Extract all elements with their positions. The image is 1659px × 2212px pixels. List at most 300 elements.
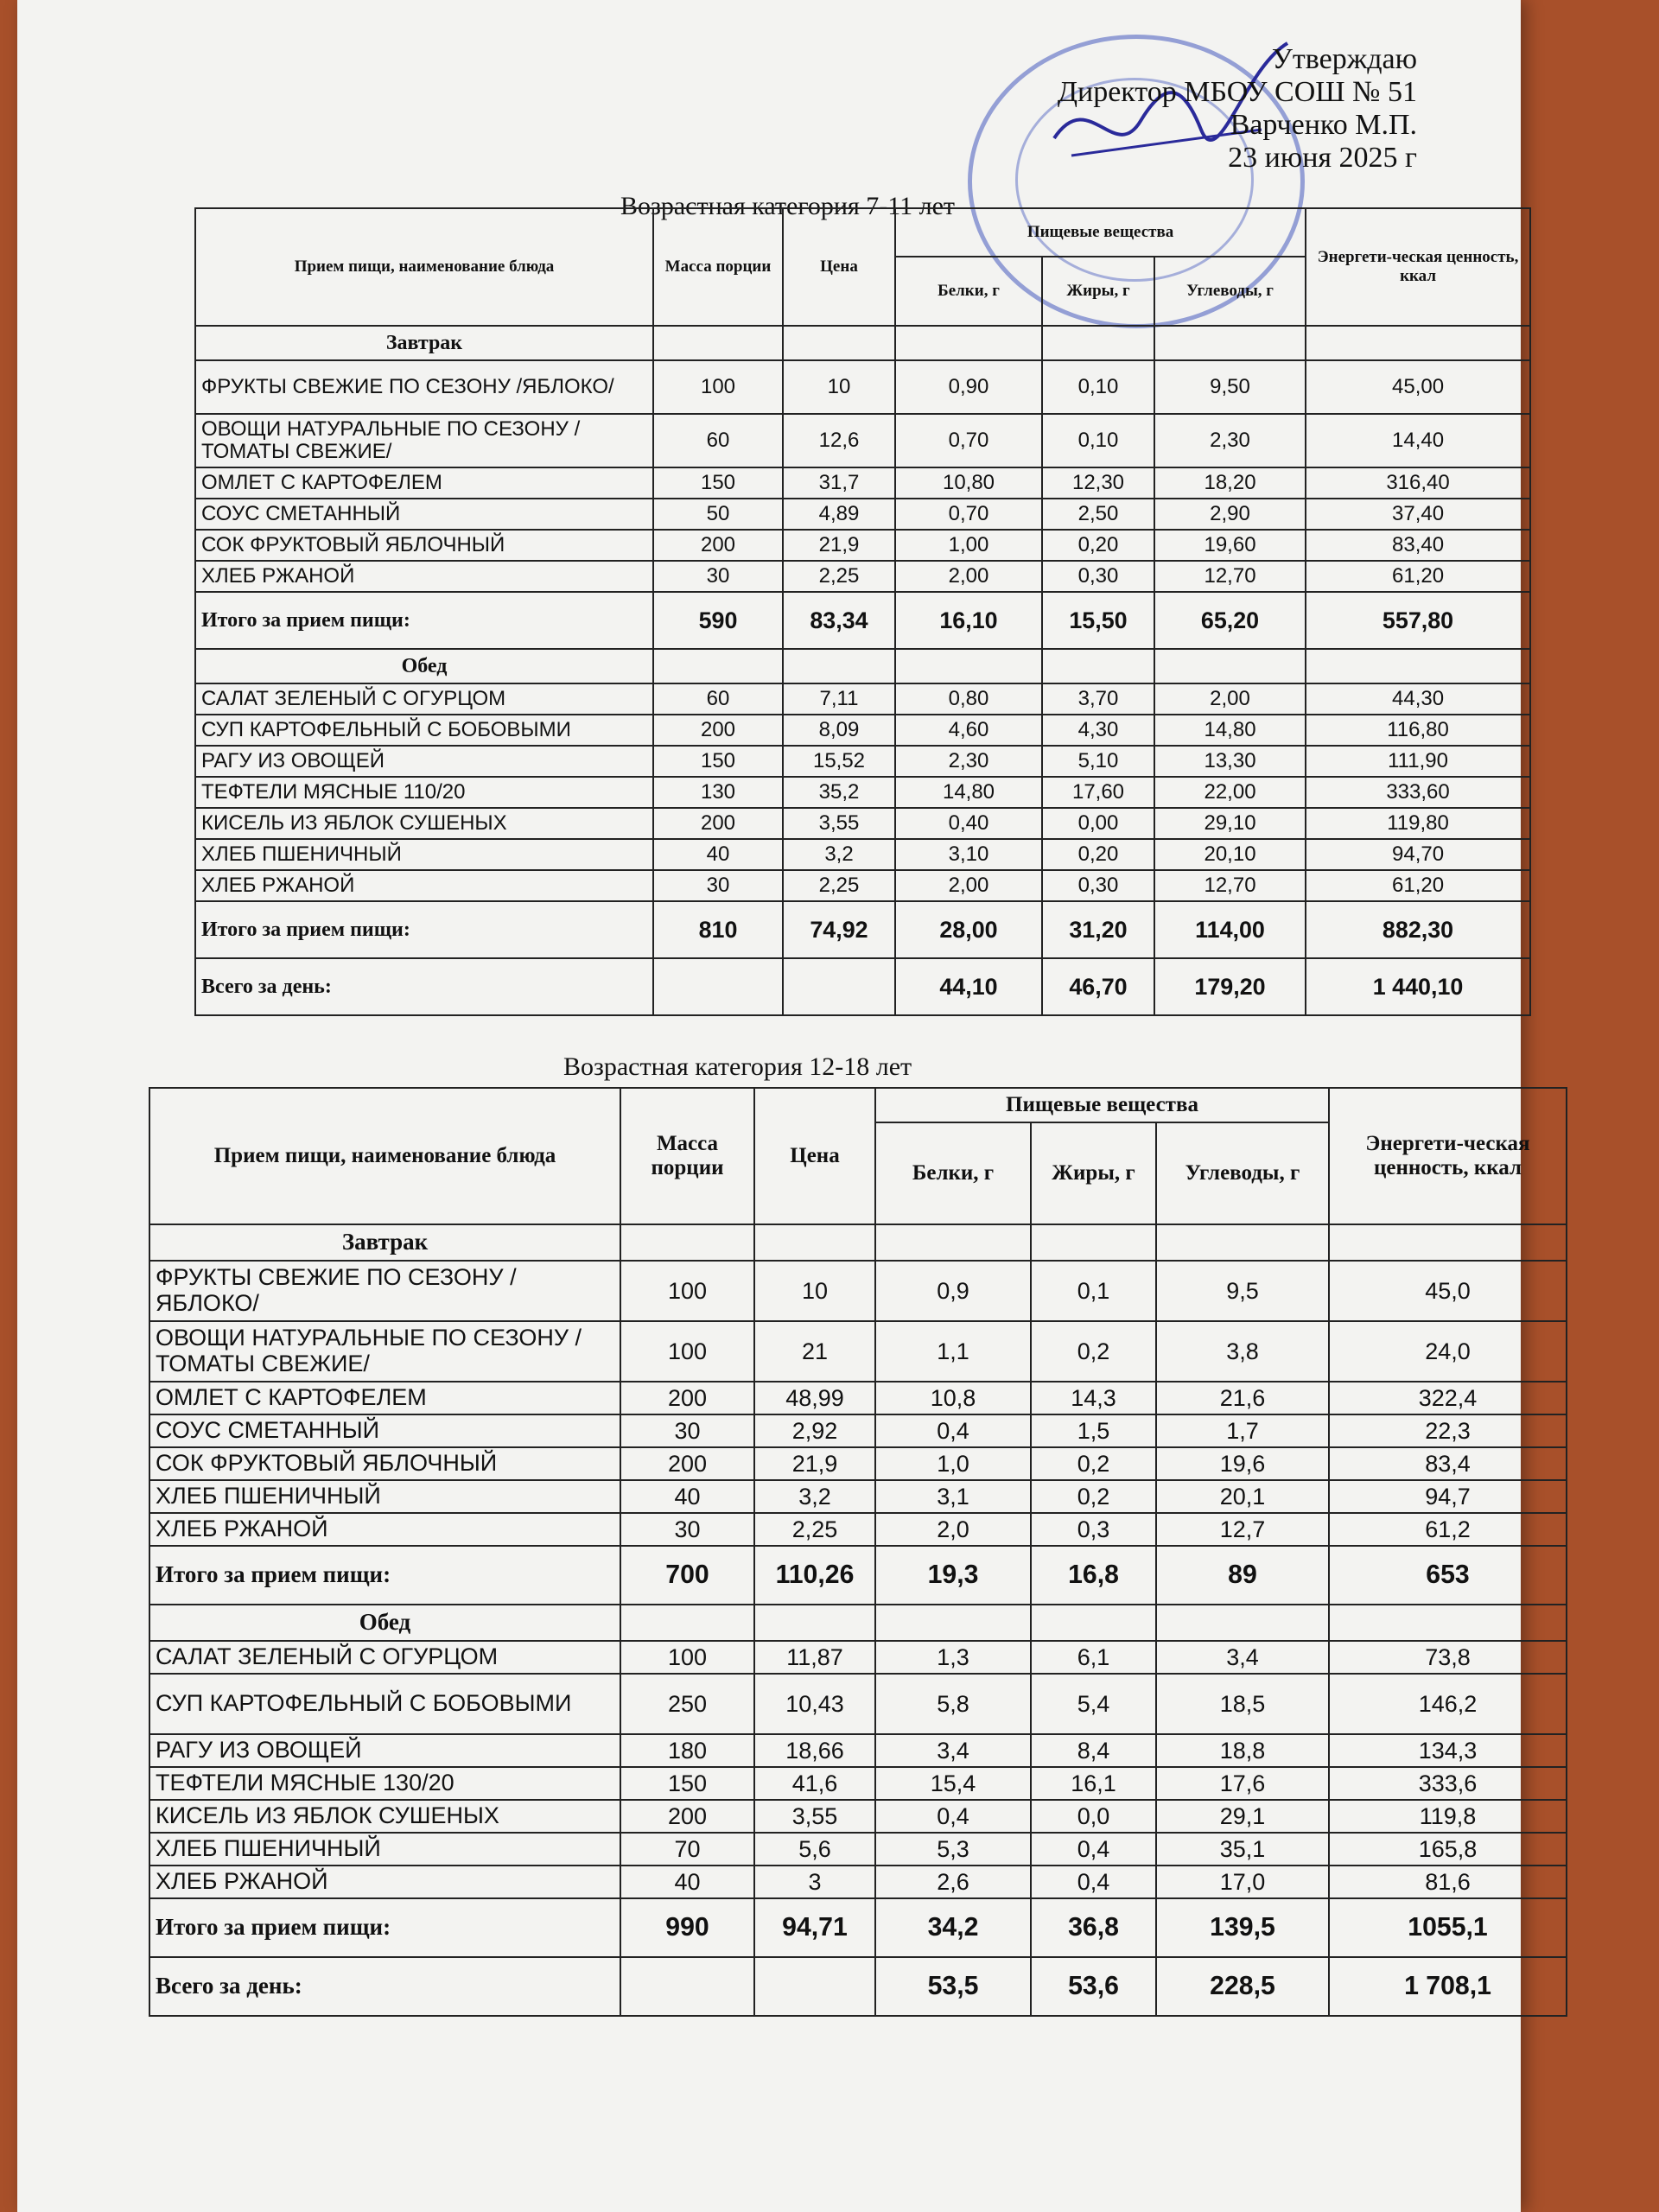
protein-cell: 0,4 bbox=[875, 1414, 1031, 1447]
fat-cell: 0,30 bbox=[1042, 870, 1154, 901]
fat-cell: 0,10 bbox=[1042, 414, 1154, 467]
mass-cell: 200 bbox=[620, 1382, 754, 1414]
protein-cell: 2,30 bbox=[895, 746, 1042, 777]
fat-cell: 0,20 bbox=[1042, 839, 1154, 870]
empty-cell bbox=[1156, 1605, 1329, 1641]
protein-cell: 5,3 bbox=[875, 1833, 1031, 1866]
mass-cell: 810 bbox=[653, 901, 783, 958]
dish-name-cell: ХЛЕБ РЖАНОЙ bbox=[149, 1866, 620, 1898]
carbs-cell: 29,10 bbox=[1154, 808, 1306, 839]
protein-cell: 3,4 bbox=[875, 1734, 1031, 1767]
table-row bbox=[149, 1866, 1567, 1898]
price-cell: 2,25 bbox=[783, 561, 895, 592]
header-energy: Энергети-ческая ценность, ккал bbox=[1329, 1088, 1567, 1224]
protein-cell: 28,00 bbox=[895, 901, 1042, 958]
price-cell bbox=[783, 958, 895, 1015]
table-row bbox=[149, 1414, 1567, 1447]
price-cell: 11,87 bbox=[754, 1641, 875, 1674]
fat-cell: 6,1 bbox=[1031, 1641, 1156, 1674]
fat-cell: 46,70 bbox=[1042, 958, 1154, 1015]
price-cell: 110,26 bbox=[754, 1546, 875, 1605]
carbs-cell: 3,8 bbox=[1156, 1321, 1329, 1382]
dish-name-cell: ХЛЕБ РЖАНОЙ bbox=[195, 870, 653, 901]
carbs-cell: 2,90 bbox=[1154, 499, 1306, 530]
protein-cell: 10,8 bbox=[875, 1382, 1031, 1414]
mass-cell: 70 bbox=[620, 1833, 754, 1866]
price-cell: 2,92 bbox=[754, 1414, 875, 1447]
mass-cell: 100 bbox=[620, 1261, 754, 1321]
energy-cell: 1055,1 bbox=[1329, 1898, 1567, 1957]
price-cell: 3,55 bbox=[783, 808, 895, 839]
dish-name-cell: Итого за прием пищи: bbox=[149, 1546, 620, 1605]
carbs-cell: 12,70 bbox=[1154, 561, 1306, 592]
table-row bbox=[195, 683, 1530, 715]
carbs-cell: 21,6 bbox=[1156, 1382, 1329, 1414]
price-cell: 3,2 bbox=[783, 839, 895, 870]
section-row bbox=[149, 1605, 1567, 1641]
protein-cell: 34,2 bbox=[875, 1898, 1031, 1957]
table-row bbox=[149, 1513, 1567, 1546]
price-cell: 48,99 bbox=[754, 1382, 875, 1414]
header-carbs: Углеводы, г bbox=[1154, 257, 1306, 326]
energy-cell: 94,70 bbox=[1306, 839, 1530, 870]
approval-line-date: 23 июня 2025 г bbox=[1228, 142, 1417, 174]
energy-cell: 111,90 bbox=[1306, 746, 1530, 777]
fat-cell: 16,1 bbox=[1031, 1767, 1156, 1800]
empty-cell bbox=[1306, 649, 1530, 683]
energy-cell: 94,7 bbox=[1329, 1480, 1567, 1513]
header-mass: Масса порции bbox=[620, 1088, 754, 1224]
carbs-cell: 2,30 bbox=[1154, 414, 1306, 467]
empty-cell bbox=[895, 326, 1042, 360]
carbs-cell: 13,30 bbox=[1154, 746, 1306, 777]
price-cell: 10,43 bbox=[754, 1674, 875, 1734]
dish-name-cell: РАГУ ИЗ ОВОЩЕЙ bbox=[195, 746, 653, 777]
carbs-cell: 22,00 bbox=[1154, 777, 1306, 808]
price-cell: 5,6 bbox=[754, 1833, 875, 1866]
dish-name-cell: ТЕФТЕЛИ МЯСНЫЕ 110/20 bbox=[195, 777, 653, 808]
empty-cell bbox=[1031, 1605, 1156, 1641]
protein-cell: 0,40 bbox=[895, 808, 1042, 839]
menu-table-7-11 bbox=[194, 207, 1531, 1016]
protein-cell: 2,6 bbox=[875, 1866, 1031, 1898]
price-cell: 74,92 bbox=[783, 901, 895, 958]
fat-cell: 0,4 bbox=[1031, 1833, 1156, 1866]
day-total-row bbox=[195, 958, 1530, 1015]
mass-cell: 60 bbox=[653, 683, 783, 715]
energy-cell: 557,80 bbox=[1306, 592, 1530, 649]
energy-cell: 61,2 bbox=[1329, 1513, 1567, 1546]
price-cell: 12,6 bbox=[783, 414, 895, 467]
table-row bbox=[195, 808, 1530, 839]
approval-line-director-name: Варченко М.П. bbox=[1230, 109, 1417, 141]
price-cell: 2,25 bbox=[783, 870, 895, 901]
empty-cell bbox=[653, 649, 783, 683]
protein-cell: 10,80 bbox=[895, 467, 1042, 499]
table-row bbox=[149, 1641, 1567, 1674]
table-row bbox=[149, 1382, 1567, 1414]
energy-cell: 653 bbox=[1329, 1546, 1567, 1605]
energy-cell: 316,40 bbox=[1306, 467, 1530, 499]
dish-name-cell: Итого за прием пищи: bbox=[195, 592, 653, 649]
fat-cell: 0,1 bbox=[1031, 1261, 1156, 1321]
table-row bbox=[149, 1321, 1567, 1382]
mass-cell: 200 bbox=[653, 715, 783, 746]
fat-cell: 0,2 bbox=[1031, 1480, 1156, 1513]
section-row bbox=[149, 1224, 1567, 1261]
energy-cell: 22,3 bbox=[1329, 1414, 1567, 1447]
energy-cell: 83,4 bbox=[1329, 1447, 1567, 1480]
mass-cell: 130 bbox=[653, 777, 783, 808]
header-nutrients: Пищевые вещества bbox=[895, 208, 1306, 257]
empty-cell bbox=[1154, 649, 1306, 683]
header-price: Цена bbox=[783, 208, 895, 326]
carbs-cell: 17,0 bbox=[1156, 1866, 1329, 1898]
energy-cell: 1 440,10 bbox=[1306, 958, 1530, 1015]
dish-name-cell: СОК ФРУКТОВЫЙ ЯБЛОЧНЫЙ bbox=[149, 1447, 620, 1480]
energy-cell: 83,40 bbox=[1306, 530, 1530, 561]
fat-cell: 5,4 bbox=[1031, 1674, 1156, 1734]
fat-cell: 31,20 bbox=[1042, 901, 1154, 958]
mass-cell: 700 bbox=[620, 1546, 754, 1605]
energy-cell: 333,60 bbox=[1306, 777, 1530, 808]
fat-cell: 0,4 bbox=[1031, 1866, 1156, 1898]
table2-title: Возрастная категория 12-18 лет bbox=[563, 1052, 912, 1081]
protein-cell: 44,10 bbox=[895, 958, 1042, 1015]
energy-cell: 165,8 bbox=[1329, 1833, 1567, 1866]
dish-name-cell: Итого за прием пищи: bbox=[195, 901, 653, 958]
protein-cell: 1,0 bbox=[875, 1447, 1031, 1480]
protein-cell: 1,1 bbox=[875, 1321, 1031, 1382]
protein-cell: 16,10 bbox=[895, 592, 1042, 649]
protein-cell: 14,80 bbox=[895, 777, 1042, 808]
approval-line-position: Директор МБОУ СОШ № 51 bbox=[1057, 76, 1417, 108]
carbs-cell: 19,60 bbox=[1154, 530, 1306, 561]
carbs-cell: 3,4 bbox=[1156, 1641, 1329, 1674]
energy-cell: 14,40 bbox=[1306, 414, 1530, 467]
table-row bbox=[195, 530, 1530, 561]
energy-cell: 116,80 bbox=[1306, 715, 1530, 746]
header-mass: Масса порции bbox=[653, 208, 783, 326]
fat-cell: 3,70 bbox=[1042, 683, 1154, 715]
header-carbs: Углеводы, г bbox=[1156, 1122, 1329, 1224]
lunch-total-row bbox=[149, 1898, 1567, 1957]
mass-cell: 150 bbox=[653, 467, 783, 499]
dish-name-cell: ОМЛЕТ С КАРТОФЕЛЕМ bbox=[149, 1382, 620, 1414]
energy-cell: 322,4 bbox=[1329, 1382, 1567, 1414]
fat-cell: 36,8 bbox=[1031, 1898, 1156, 1957]
energy-cell: 146,2 bbox=[1329, 1674, 1567, 1734]
price-cell: 15,52 bbox=[783, 746, 895, 777]
section-label: Завтрак bbox=[149, 1224, 620, 1261]
energy-cell: 1 708,1 bbox=[1329, 1957, 1567, 2016]
carbs-cell: 89 bbox=[1156, 1546, 1329, 1605]
empty-cell bbox=[620, 1224, 754, 1261]
carbs-cell: 20,10 bbox=[1154, 839, 1306, 870]
empty-cell bbox=[1154, 326, 1306, 360]
price-cell: 3,55 bbox=[754, 1800, 875, 1833]
fat-cell: 0,10 bbox=[1042, 360, 1154, 414]
fat-cell: 0,0 bbox=[1031, 1800, 1156, 1833]
dish-name-cell: СУП КАРТОФЕЛЬНЫЙ С БОБОВЫМИ bbox=[195, 715, 653, 746]
carbs-cell: 179,20 bbox=[1154, 958, 1306, 1015]
header-protein: Белки, г bbox=[875, 1122, 1031, 1224]
energy-cell: 61,20 bbox=[1306, 870, 1530, 901]
fat-cell: 2,50 bbox=[1042, 499, 1154, 530]
fat-cell: 0,00 bbox=[1042, 808, 1154, 839]
fat-cell: 53,6 bbox=[1031, 1957, 1156, 2016]
table-row bbox=[195, 561, 1530, 592]
fat-cell: 0,3 bbox=[1031, 1513, 1156, 1546]
table-row bbox=[149, 1734, 1567, 1767]
protein-cell: 0,90 bbox=[895, 360, 1042, 414]
protein-cell: 5,8 bbox=[875, 1674, 1031, 1734]
protein-cell: 0,9 bbox=[875, 1261, 1031, 1321]
dish-name-cell: РАГУ ИЗ ОВОЩЕЙ bbox=[149, 1734, 620, 1767]
protein-cell: 1,3 bbox=[875, 1641, 1031, 1674]
price-cell: 10 bbox=[783, 360, 895, 414]
price-cell: 3,2 bbox=[754, 1480, 875, 1513]
empty-cell bbox=[875, 1605, 1031, 1641]
price-cell: 18,66 bbox=[754, 1734, 875, 1767]
carbs-cell: 65,20 bbox=[1154, 592, 1306, 649]
table-row bbox=[195, 414, 1530, 467]
price-cell bbox=[754, 1957, 875, 2016]
energy-cell: 119,8 bbox=[1329, 1800, 1567, 1833]
dish-name-cell: ХЛЕБ ПШЕНИЧНЫЙ bbox=[149, 1480, 620, 1513]
price-cell: 8,09 bbox=[783, 715, 895, 746]
empty-cell bbox=[620, 1605, 754, 1641]
table-row bbox=[195, 499, 1530, 530]
energy-cell: 81,6 bbox=[1329, 1866, 1567, 1898]
energy-cell: 134,3 bbox=[1329, 1734, 1567, 1767]
table-row bbox=[149, 1833, 1567, 1866]
carbs-cell: 18,20 bbox=[1154, 467, 1306, 499]
table-row bbox=[195, 777, 1530, 808]
fat-cell: 16,8 bbox=[1031, 1546, 1156, 1605]
mass-cell: 200 bbox=[653, 530, 783, 561]
mass-cell bbox=[620, 1957, 754, 2016]
dish-name-cell: ФРУКТЫ СВЕЖИЕ ПО СЕЗОНУ /ЯБЛОКО/ bbox=[149, 1261, 620, 1321]
fat-cell: 0,20 bbox=[1042, 530, 1154, 561]
mass-cell: 100 bbox=[620, 1641, 754, 1674]
empty-cell bbox=[1031, 1224, 1156, 1261]
breakfast-total-row bbox=[149, 1546, 1567, 1605]
mass-cell: 200 bbox=[620, 1447, 754, 1480]
empty-cell bbox=[1042, 326, 1154, 360]
mass-cell: 100 bbox=[653, 360, 783, 414]
carbs-cell: 114,00 bbox=[1154, 901, 1306, 958]
empty-cell bbox=[783, 326, 895, 360]
header-energy: Энергети-ческая ценность, ккал bbox=[1306, 208, 1530, 326]
empty-cell bbox=[754, 1605, 875, 1641]
section-label: Обед bbox=[195, 649, 653, 683]
price-cell: 21,9 bbox=[754, 1447, 875, 1480]
protein-cell: 0,4 bbox=[875, 1800, 1031, 1833]
lunch-total-row bbox=[195, 901, 1530, 958]
day-total-row bbox=[149, 1957, 1567, 2016]
protein-cell: 19,3 bbox=[875, 1546, 1031, 1605]
energy-cell: 333,6 bbox=[1329, 1767, 1567, 1800]
empty-cell bbox=[1329, 1224, 1567, 1261]
section-row bbox=[195, 326, 1530, 360]
protein-cell: 3,10 bbox=[895, 839, 1042, 870]
protein-cell: 15,4 bbox=[875, 1767, 1031, 1800]
protein-cell: 0,80 bbox=[895, 683, 1042, 715]
price-cell: 10 bbox=[754, 1261, 875, 1321]
table-row bbox=[195, 746, 1530, 777]
carbs-cell: 14,80 bbox=[1154, 715, 1306, 746]
dish-name-cell: ХЛЕБ РЖАНОЙ bbox=[149, 1513, 620, 1546]
section-label: Обед bbox=[149, 1605, 620, 1641]
breakfast-total-row bbox=[195, 592, 1530, 649]
carbs-cell: 1,7 bbox=[1156, 1414, 1329, 1447]
header-price: Цена bbox=[754, 1088, 875, 1224]
table-row bbox=[195, 870, 1530, 901]
fat-cell: 12,30 bbox=[1042, 467, 1154, 499]
dish-name-cell: Всего за день: bbox=[149, 1957, 620, 2016]
mass-cell: 30 bbox=[653, 561, 783, 592]
empty-cell bbox=[1042, 649, 1154, 683]
carbs-cell: 20,1 bbox=[1156, 1480, 1329, 1513]
energy-cell: 45,00 bbox=[1306, 360, 1530, 414]
carbs-cell: 18,8 bbox=[1156, 1734, 1329, 1767]
mass-cell: 50 bbox=[653, 499, 783, 530]
empty-cell bbox=[1329, 1605, 1567, 1641]
table-row bbox=[149, 1674, 1567, 1734]
protein-cell: 1,00 bbox=[895, 530, 1042, 561]
price-cell: 35,2 bbox=[783, 777, 895, 808]
approval-line-approve: Утверждаю bbox=[1271, 43, 1417, 75]
mass-cell: 60 bbox=[653, 414, 783, 467]
carbs-cell: 19,6 bbox=[1156, 1447, 1329, 1480]
mass-cell: 40 bbox=[620, 1866, 754, 1898]
energy-cell: 882,30 bbox=[1306, 901, 1530, 958]
price-cell: 83,34 bbox=[783, 592, 895, 649]
protein-cell: 0,70 bbox=[895, 499, 1042, 530]
carbs-cell: 2,00 bbox=[1154, 683, 1306, 715]
carbs-cell: 139,5 bbox=[1156, 1898, 1329, 1957]
mass-cell: 40 bbox=[653, 839, 783, 870]
mass-cell: 30 bbox=[620, 1513, 754, 1546]
dish-name-cell: ТЕФТЕЛИ МЯСНЫЕ 130/20 bbox=[149, 1767, 620, 1800]
price-cell: 94,71 bbox=[754, 1898, 875, 1957]
dish-name-cell: САЛАТ ЗЕЛЕНЫЙ С ОГУРЦОМ bbox=[149, 1641, 620, 1674]
carbs-cell: 35,1 bbox=[1156, 1833, 1329, 1866]
header-meal: Прием пищи, наименование блюда bbox=[195, 208, 653, 326]
protein-cell: 3,1 bbox=[875, 1480, 1031, 1513]
mass-cell: 30 bbox=[653, 870, 783, 901]
energy-cell: 61,20 bbox=[1306, 561, 1530, 592]
carbs-cell: 18,5 bbox=[1156, 1674, 1329, 1734]
carbs-cell: 9,50 bbox=[1154, 360, 1306, 414]
dish-name-cell: ХЛЕБ ПШЕНИЧНЫЙ bbox=[149, 1833, 620, 1866]
carbs-cell: 9,5 bbox=[1156, 1261, 1329, 1321]
price-cell: 7,11 bbox=[783, 683, 895, 715]
dish-name-cell: ОМЛЕТ С КАРТОФЕЛЕМ bbox=[195, 467, 653, 499]
empty-cell bbox=[754, 1224, 875, 1261]
fat-cell: 15,50 bbox=[1042, 592, 1154, 649]
section-label: Завтрак bbox=[195, 326, 653, 360]
table-row bbox=[195, 467, 1530, 499]
fat-cell: 0,2 bbox=[1031, 1447, 1156, 1480]
mass-cell: 30 bbox=[620, 1414, 754, 1447]
price-cell: 41,6 bbox=[754, 1767, 875, 1800]
dish-name-cell: ХЛЕБ РЖАНОЙ bbox=[195, 561, 653, 592]
fat-cell: 4,30 bbox=[1042, 715, 1154, 746]
empty-cell bbox=[875, 1224, 1031, 1261]
dish-name-cell: СОУС СМЕТАННЫЙ bbox=[195, 499, 653, 530]
protein-cell: 0,70 bbox=[895, 414, 1042, 467]
protein-cell: 2,00 bbox=[895, 561, 1042, 592]
fat-cell: 1,5 bbox=[1031, 1414, 1156, 1447]
carbs-cell: 17,6 bbox=[1156, 1767, 1329, 1800]
carbs-cell: 228,5 bbox=[1156, 1957, 1329, 2016]
empty-cell bbox=[1156, 1224, 1329, 1261]
fat-cell: 0,30 bbox=[1042, 561, 1154, 592]
approval-block bbox=[1058, 43, 1417, 175]
carbs-cell: 29,1 bbox=[1156, 1800, 1329, 1833]
section-row bbox=[195, 649, 1530, 683]
dish-name-cell: КИСЕЛЬ ИЗ ЯБЛОК СУШЕНЫХ bbox=[149, 1800, 620, 1833]
mass-cell: 100 bbox=[620, 1321, 754, 1382]
energy-cell: 37,40 bbox=[1306, 499, 1530, 530]
table1-title: Возрастная категория 7-11 лет bbox=[620, 192, 956, 220]
protein-cell: 2,00 bbox=[895, 870, 1042, 901]
fat-cell: 5,10 bbox=[1042, 746, 1154, 777]
mass-cell: 180 bbox=[620, 1734, 754, 1767]
table-row bbox=[149, 1480, 1567, 1513]
dish-name-cell: ФРУКТЫ СВЕЖИЕ ПО СЕЗОНУ /ЯБЛОКО/ bbox=[195, 360, 653, 414]
mass-cell: 150 bbox=[620, 1767, 754, 1800]
mass-cell: 250 bbox=[620, 1674, 754, 1734]
energy-cell: 45,0 bbox=[1329, 1261, 1567, 1321]
header-meal: Прием пищи, наименование блюда bbox=[149, 1088, 620, 1224]
empty-cell bbox=[653, 326, 783, 360]
protein-cell: 2,0 bbox=[875, 1513, 1031, 1546]
dish-name-cell: СОК ФРУКТОВЫЙ ЯБЛОЧНЫЙ bbox=[195, 530, 653, 561]
fat-cell: 17,60 bbox=[1042, 777, 1154, 808]
protein-cell: 4,60 bbox=[895, 715, 1042, 746]
energy-cell: 119,80 bbox=[1306, 808, 1530, 839]
price-cell: 31,7 bbox=[783, 467, 895, 499]
energy-cell: 24,0 bbox=[1329, 1321, 1567, 1382]
mass-cell: 150 bbox=[653, 746, 783, 777]
header-nutrients: Пищевые вещества bbox=[875, 1088, 1329, 1122]
carbs-cell: 12,70 bbox=[1154, 870, 1306, 901]
mass-cell bbox=[653, 958, 783, 1015]
table-row bbox=[149, 1800, 1567, 1833]
dish-name-cell: СУП КАРТОФЕЛЬНЫЙ С БОБОВЫМИ bbox=[149, 1674, 620, 1734]
empty-cell bbox=[1306, 326, 1530, 360]
dish-name-cell: Всего за день: bbox=[195, 958, 653, 1015]
mass-cell: 990 bbox=[620, 1898, 754, 1957]
table-row bbox=[195, 360, 1530, 414]
fat-cell: 8,4 bbox=[1031, 1734, 1156, 1767]
dish-name-cell: КИСЕЛЬ ИЗ ЯБЛОК СУШЕНЫХ bbox=[195, 808, 653, 839]
table-row bbox=[149, 1767, 1567, 1800]
energy-cell: 44,30 bbox=[1306, 683, 1530, 715]
dish-name-cell: Итого за прием пищи: bbox=[149, 1898, 620, 1957]
dish-name-cell: ОВОЩИ НАТУРАЛЬНЫЕ ПО СЕЗОНУ /ТОМАТЫ СВЕЖИЕ/ bbox=[149, 1321, 620, 1382]
protein-cell: 53,5 bbox=[875, 1957, 1031, 2016]
carbs-cell: 12,7 bbox=[1156, 1513, 1329, 1546]
dish-name-cell: СОУС СМЕТАННЫЙ bbox=[149, 1414, 620, 1447]
fat-cell: 14,3 bbox=[1031, 1382, 1156, 1414]
price-cell: 2,25 bbox=[754, 1513, 875, 1546]
table-row bbox=[149, 1261, 1567, 1321]
mass-cell: 200 bbox=[653, 808, 783, 839]
